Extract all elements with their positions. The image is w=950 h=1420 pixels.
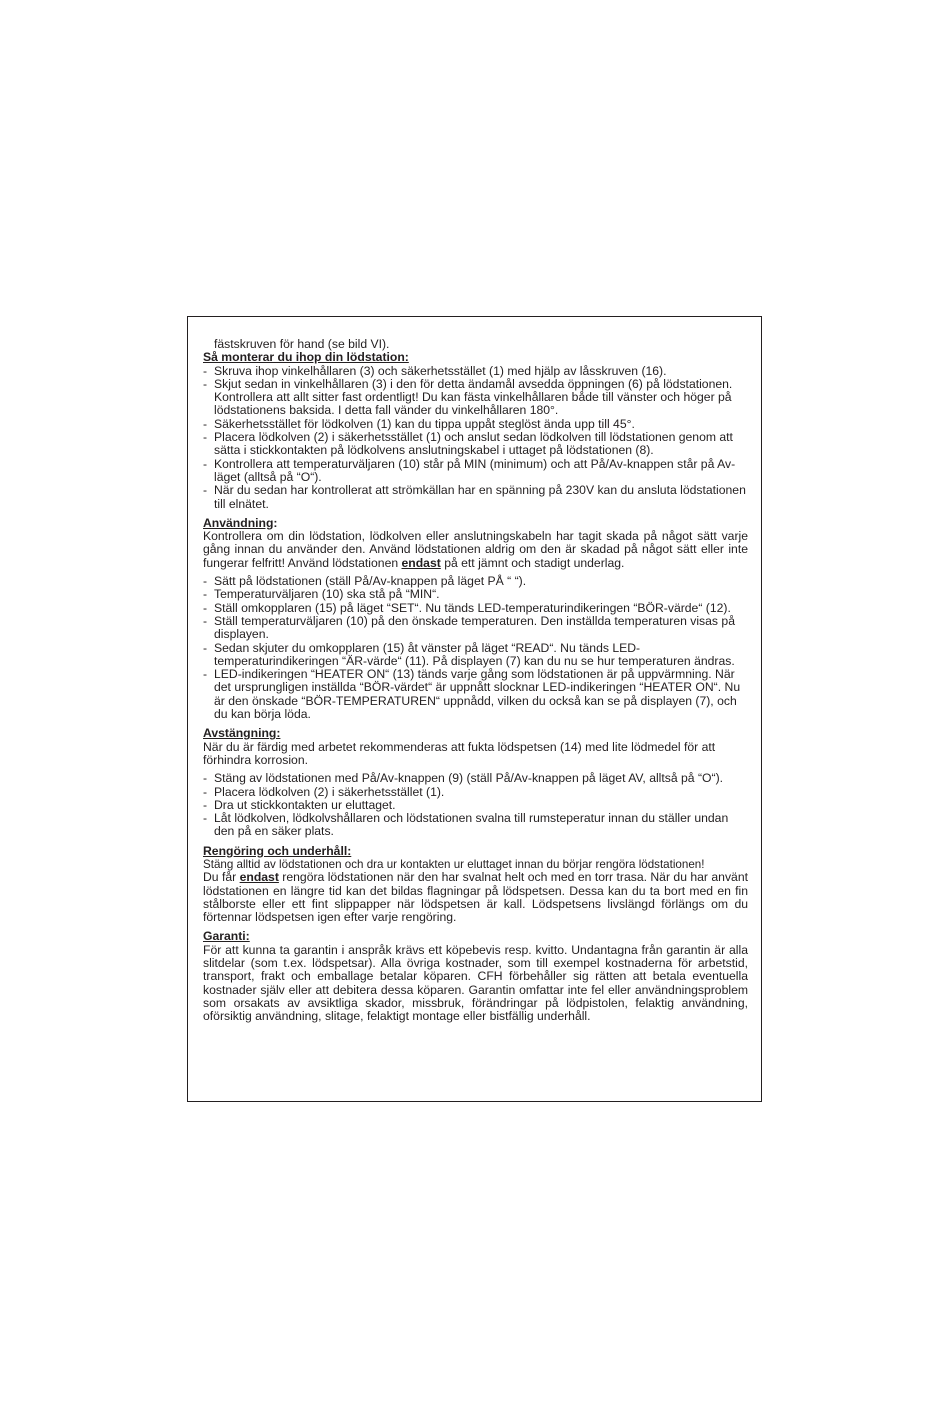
list-item: - Stäng av lödstationen med På/Av-knappen (9) (ställ På/Av-knappen på läget AV, alltså på “O“).: [203, 772, 748, 785]
usage-heading: Användning: [203, 515, 274, 530]
list-item: - LED-indikeringen “HEATER ON“ (13) tänds varje gång som lödstationen är på uppvärmning. När det ursprungligen inställda “BÖR-värdet“ är uppnått slocknar LED-indikeringen “HEATER ON“. Nu är den önskade “BÖR-TEMPERATUREN“ uppnådd, vilken du också kan se på displayen (7), och du kan börja löda.: [203, 668, 748, 721]
list-item: - Skjut sedan in vinkelhållaren (3) i den för detta ändamål avsedda öppningen (6) på lödstationen. Kontrollera att allt sitter fast ordentligt! Du kan fästa vinkelhållaren både till vänster och höger på lödstationens baksida. I detta fall vänder du vinkelhållaren 180°.: [203, 378, 748, 418]
document-body: [203, 338, 748, 1024]
list-item: - Placera lödkolven (2) i säkerhetsstället (1).: [203, 786, 748, 799]
cleaning-line: Stäng alltid av lödstationen och dra ur kontakten ur eluttaget innan du börjar rengöra lödstationen!: [203, 857, 705, 871]
cleaning-text-end: rengöra lödstationen när den har svalnat helt och med en torr trasa. När du har använt lödstationen en längre tid kan det bildas flagningar på lödspetsen. Dessa kan du ta bort med en fin stålborste eller ett fint slippapper när lödspetsen är kall. Lödspetsens livslängd förlängs om du förtennar lödspetsen igen efter varje rengöring.: [203, 870, 748, 925]
assembly-list: [203, 365, 748, 511]
usage-heading-line: [203, 517, 748, 530]
page-frame: [187, 316, 762, 1102]
list-item: - Temperaturväljaren (10) ska stå på “MIN“.: [203, 588, 748, 601]
list-item: - Ställ omkopplaren (15) på läget “SET“. Nu tänds LED-temperaturindikeringen “BÖR-värde“ (12).: [203, 602, 748, 615]
list-item: - Sedan skjuter du omkopplaren (15) åt vänster på läget “READ“. Nu tänds LED-temperaturindikeringen “ÄR-värde“ (11). På displayen (7) kan du nu se hur temperaturen ändras.: [203, 642, 748, 669]
shutdown-list: [203, 772, 748, 838]
usage-paragraph: [203, 530, 748, 570]
intro-line: fästskruven för hand (se bild VI).: [214, 337, 390, 351]
usage-text-start: Kontrollera om din lödstation, lödkolven eller anslutningskabeln har tagit skada på något sätt varje gång innan du använder den. Använd lödstationen aldrig om den är skadad på något sätt eller inte fungerar felfritt! Använd lödstationen: [203, 529, 748, 570]
usage-text-end: på ett jämnt och stadigt underlag.: [440, 555, 625, 570]
list-item: - Låt lödkolven, lödkolvshållaren och lödstationen svalna till rumsteperatur innan du ställer undan den på en säker plats.: [203, 812, 748, 839]
list-item: - Skruva ihop vinkelhållaren (3) och säkerhetsstället (1) med hjälp av låsskruven (16).: [203, 365, 748, 378]
list-item: - När du sedan har kontrollerat att strömkällan har en spänning på 230V kan du ansluta lödstationen till elnätet.: [203, 484, 748, 511]
usage-list: [203, 575, 748, 721]
assembly-heading: Så monterar du ihop din lödstation:: [203, 350, 409, 365]
list-item: - Sätt på lödstationen (ställ På/Av-knappen på läget PÅ “ “).: [203, 575, 748, 588]
list-item: - Säkerhetsstället för lödkolven (1) kan du tippa uppåt steglöst ända upp till 45°.: [203, 418, 748, 431]
cleaning-paragraph: [203, 871, 748, 924]
list-item: - Kontrollera att temperaturväljaren (10) står på MIN (minimum) och att På/Av-knappen står på Av-läget (alltså på “O“).: [203, 458, 748, 485]
warranty-paragraph: För att kunna ta garantin i anspråk krävs ett köpebevis resp. kvitto. Undantagna från garantin är alla slitdelar (som t.ex. lödspetsar). Alla övriga kostnader, som till exempel kostnaderna för arbetstid, transport, frakt och emballage betalar köparen. CFH förbehåller sig rätten att betala eventuella kostnader själv eller att debitera dessa köparen. Garantin omfattar inte fel eller användningsproblem som orsakats av avsiktliga skador, missbruk, förändringar på lödpistolen, felaktig användning, oförsiktig användning, slitage, felaktigt montage eller bistfällig underhåll.: [203, 942, 748, 1024]
list-item: - Placera lödkolven (2) i säkerhetsstället (1) och anslut sedan lödkolven till lödstationen genom att sätta i stickkontakten på lödkolvens anslutningskabel i uttaget på lödstationen (8).: [203, 431, 748, 458]
cleaning-heading: Rengöring och underhåll:: [203, 843, 352, 858]
cleaning-text-start: Du får: [203, 870, 240, 885]
cleaning-emphasis: endast: [239, 870, 279, 885]
shutdown-heading: Avstängning:: [203, 726, 281, 741]
list-item: - Dra ut stickkontakten ur eluttaget.: [203, 799, 748, 812]
usage-emphasis: endast: [401, 555, 441, 570]
usage-heading-colon: :: [273, 515, 278, 530]
shutdown-paragraph: När du är färdig med arbetet rekommenderas att fukta lödspetsen (14) med lite lödmedel för att förhindra korrosion.: [203, 739, 716, 767]
warranty-heading: Garanti:: [203, 929, 250, 944]
list-item: - Ställ temperaturväljaren (10) på den önskade temperaturen. Den inställda temperaturen visas på displayen.: [203, 615, 748, 642]
